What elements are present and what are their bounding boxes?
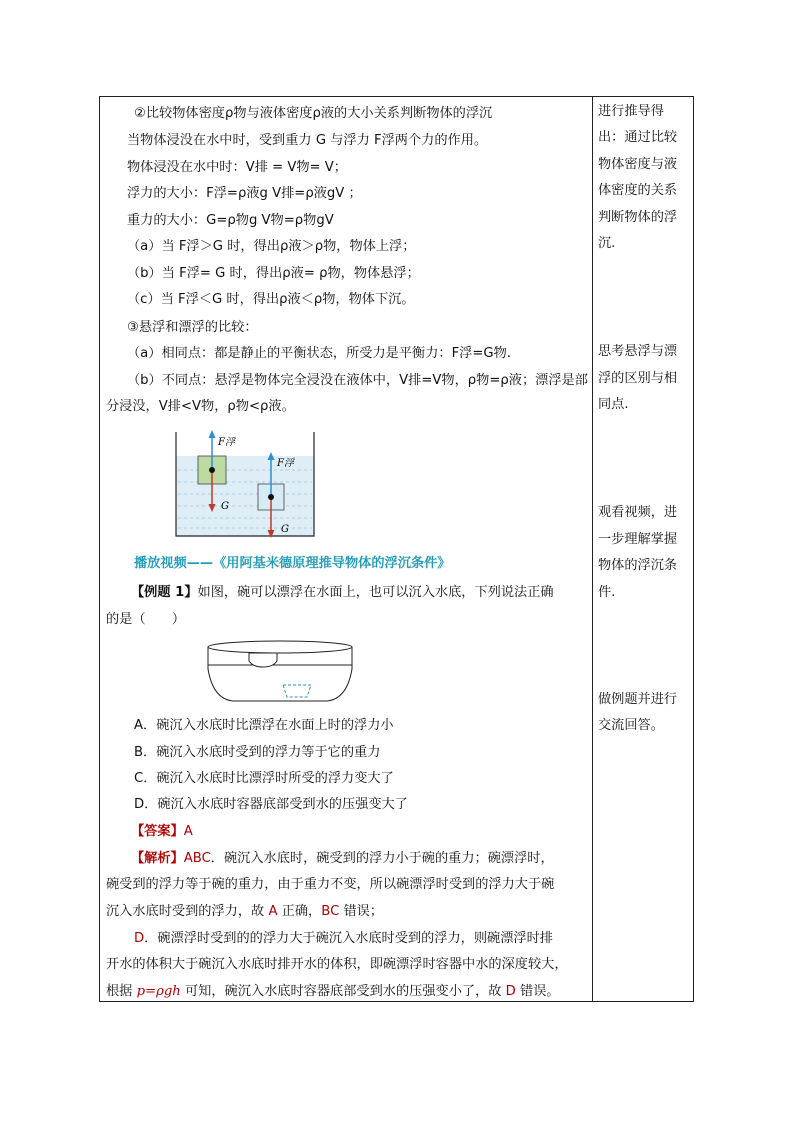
option-c: C．碗沉入水底时比漂浮时所受的浮力变大了 — [134, 771, 394, 786]
formula: p=ρgh — [136, 984, 181, 999]
analysis-ref: BC — [321, 904, 340, 919]
analysis-ref: ABC — [183, 851, 211, 866]
note-3-line: 一步理解掌握 — [598, 532, 678, 547]
answer-value: A — [183, 824, 193, 839]
g-label-1: G — [221, 501, 229, 512]
f-label-1: F浮 — [218, 437, 235, 448]
option-d: D．碗沉入水底时容器底部受到水的压强变大了 — [134, 797, 408, 812]
text-line: 重力的大小：G=ρ物g V物=ρ物gV — [127, 213, 334, 228]
answer-tag: 【答案】 — [131, 824, 184, 839]
g-label-2: G — [281, 524, 289, 535]
option-a: A．碗沉入水底时比漂浮在水面上时的浮力小 — [134, 718, 394, 733]
example-question-text: 如图，碗可以漂浮在水面上，也可以沉入水底，下列说法正确 — [197, 585, 554, 600]
note-4-line: 交流回答。 — [598, 718, 664, 733]
analysis-line-6 — [106, 984, 560, 1000]
text-line: （a）当 F浮＞G 时，得出ρ液＞ρ物，物体上浮； — [127, 239, 416, 254]
option-b: B．碗沉入水底时受到的浮力等于它的重力 — [134, 745, 381, 760]
note-2-line: 思考悬浮与漂 — [598, 344, 678, 359]
analysis-line-5: 开水的体积大于碗沉入水底时排开水的体积，即碗漂浮时容器中水的深度较大， — [106, 957, 568, 972]
text-line: 当物体浸没在水中时，受到重力 G 与浮力 F浮两个力的作用。 — [127, 133, 488, 148]
activity-cell — [593, 96, 694, 1002]
answer-line — [131, 824, 193, 840]
basin-rim — [208, 641, 352, 653]
note-2-line: 浮的区别与相 — [598, 371, 678, 386]
note-1-line: 沉. — [598, 236, 616, 251]
buoyancy-arrowhead-1 — [209, 430, 216, 438]
analysis-text: ．碗沉入水底时，碗受到的浮力小于碗的重力；碗漂浮时， — [210, 851, 554, 866]
analysis-line-4 — [134, 931, 553, 947]
basin-body — [208, 647, 352, 701]
text-line: ②比较物体密度ρ物与液体密度ρ液的大小关系判断物体的浮沉 — [134, 106, 493, 121]
note-1-line: 进行推导得 — [598, 104, 664, 119]
note-3-line: 物体的浮沉条 — [598, 558, 678, 573]
text-line: 分浸没，V排<V物，ρ物<ρ液。 — [106, 399, 295, 414]
analysis-text: 错误。 — [515, 984, 560, 999]
analysis-text: 错误； — [339, 904, 384, 919]
bowl-diagram — [205, 639, 355, 705]
video-title: 播放视频——《用阿基米德原理推导物体的浮沉条件》 — [134, 556, 451, 571]
analysis-ref: D — [134, 931, 145, 946]
text-line: ③悬浮和漂浮的比较： — [127, 320, 258, 335]
analysis-line-3 — [106, 904, 383, 920]
analysis-text: 正确， — [277, 904, 322, 919]
analysis-text: 沉入水底时受到的浮力，故 — [106, 904, 269, 919]
text-line: （b）不同点：悬浮是物体完全浸没在液体中，V排=V物，ρ物=ρ液；漂浮是部 — [127, 373, 588, 388]
note-3-line: 件. — [598, 585, 616, 600]
text-line: 物体浸没在水中时：V排 = V物= V； — [127, 160, 347, 175]
float-diagram — [170, 424, 320, 544]
note-1-line: 体密度的关系 — [598, 183, 678, 198]
floating-bowl — [249, 653, 277, 667]
example-question-line-2: 的是（ ） — [106, 612, 186, 627]
analysis-text: 可知，碗沉入水底时容器底部受到水的压强变小了，故 — [180, 984, 506, 999]
text-line: （b）当 F浮= G 时，得出ρ液= ρ物，物体悬浮； — [127, 266, 420, 281]
note-1-line: 出：通过比较 — [598, 130, 678, 145]
analysis-line-2: 碗受到的浮力等于碗的重力，由于重力不变，所以碗漂浮时受到的浮力大于碗 — [106, 877, 555, 892]
note-1-line: 物体密度与液 — [598, 157, 678, 172]
f-label-2: F浮 — [277, 458, 294, 469]
example-tag: 【例题 1】 — [131, 585, 198, 600]
note-2-line: 同点. — [598, 397, 629, 412]
analysis-ref: D — [505, 984, 516, 999]
text-line: （a）相同点：都是静止的平衡状态，所受力是平衡力：F浮=G物. — [127, 346, 511, 361]
analysis-ref: A — [268, 904, 278, 919]
analysis-tag: 【解析】 — [131, 851, 184, 866]
center-dot-2 — [268, 494, 274, 500]
text-line: 浮力的大小：F浮=ρ液g V排=ρ液gV ； — [127, 186, 362, 201]
note-3-line: 观看视频，进 — [598, 505, 678, 520]
analysis-text: ．碗漂浮时受到的的浮力大于碗沉入水底时受到的浮力，则碗漂浮时排 — [144, 931, 553, 946]
note-1-line: 判断物体的浮 — [598, 210, 678, 225]
analysis-line-1 — [131, 851, 554, 867]
note-4-line: 做例题并进行 — [598, 692, 678, 707]
example-question-line — [131, 585, 554, 601]
sunk-bowl — [283, 685, 311, 697]
text-line: （c）当 F浮＜G 时，得出ρ液＜ρ物，物体下沉。 — [127, 292, 415, 307]
center-dot-1 — [209, 467, 215, 473]
analysis-text: 根据 — [106, 984, 137, 999]
